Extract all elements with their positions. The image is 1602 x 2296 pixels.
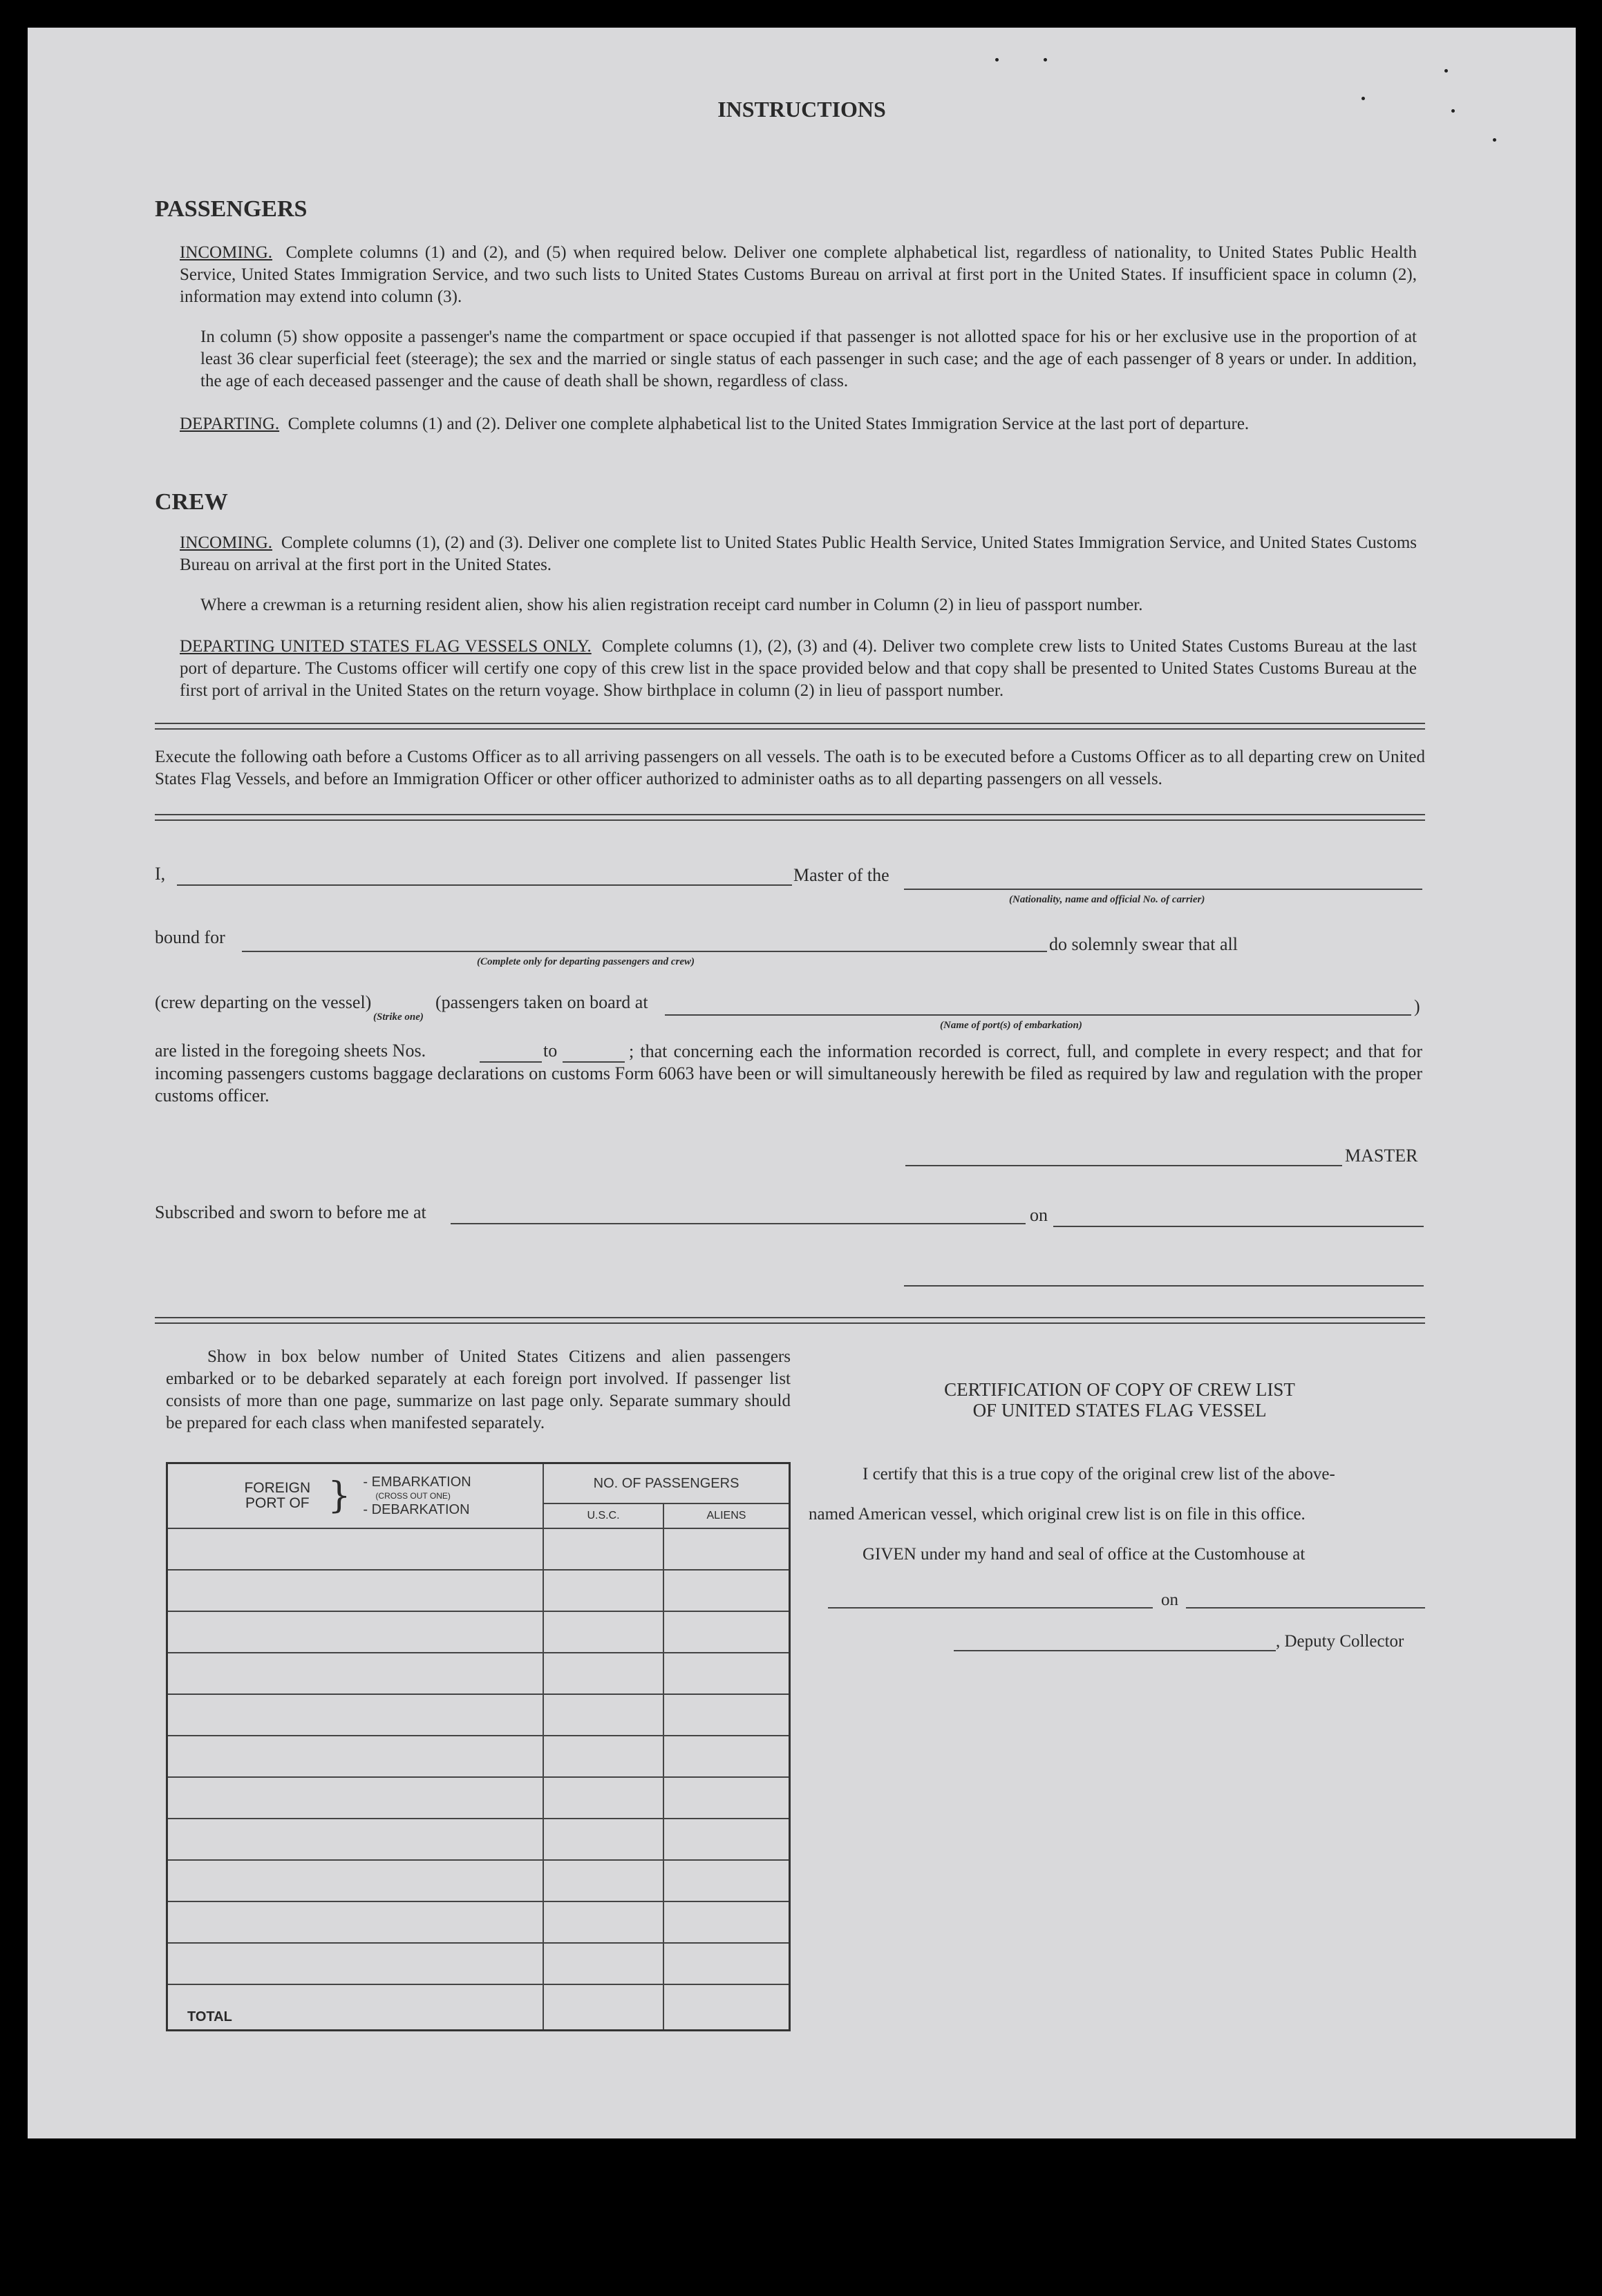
oath-bound-for: bound for: [155, 927, 225, 947]
passengers-column5-text: In column (5) show opposite a passenger's name the compartment or space occupied if that passenger is not allotted space for his or her exclusive use in the proportion of at least 36 clear superficial feet (steerage); the sex and the married or single status of each passenger in such case; and the age of each passenger of 8 years or under. In addition, the age of each deceased passenger and the cause of death shall be shown, regardless of class.: [200, 328, 1417, 390]
certification-on: on: [1161, 1591, 1178, 1609]
port-cell[interactable]: [167, 1943, 544, 1984]
aliens-cell[interactable]: [663, 1943, 790, 1984]
aliens-cell[interactable]: [663, 1777, 790, 1819]
form-page: [28, 28, 1576, 2138]
table-row: [167, 1528, 790, 1570]
scan-speck: [1451, 109, 1455, 113]
oath-listed-prefix: are listed in the foregoing sheets Nos.: [155, 1041, 426, 1061]
crew-incoming-text: Complete columns (1), (2) and (3). Deliver one complete list to United States Public Health Service, United States Immigration Service, and United States Customs Bureau on arrival at the first port in the United States.: [180, 533, 1417, 574]
certification-line3: GIVEN under my hand and seal of office at the Customhouse at: [863, 1545, 1306, 1564]
total-row: [167, 1984, 790, 2031]
oath-listed-text: ; that concerning each the information recorded is correct, full, and complete in every respect; and that for incoming passengers customs baggage declarations on customs Form 6063 have been or will simultaneously herewith be filed as required by law and regulation with the proper customs officer.: [155, 1041, 1422, 1106]
crew-departing-label: DEPARTING UNITED STATES FLAG VESSELS ONLY.: [180, 637, 592, 656]
aliens-cell[interactable]: [663, 1570, 790, 1611]
oath-to: to: [543, 1041, 558, 1061]
usc-cell[interactable]: [543, 1819, 663, 1860]
ports-field[interactable]: [665, 1014, 1411, 1016]
usc-cell[interactable]: [543, 1777, 663, 1819]
oath-close-paren: ): [1414, 996, 1420, 1016]
certification-title-line2: OF UNITED STATES FLAG VESSEL: [972, 1400, 1267, 1421]
port-cell[interactable]: [167, 1819, 544, 1860]
certification-deputy: , Deputy Collector: [1276, 1632, 1404, 1651]
aliens-cell[interactable]: [663, 1819, 790, 1860]
sworn-place-field[interactable]: [451, 1223, 1026, 1224]
usc-cell[interactable]: [543, 1860, 663, 1901]
foreign-port-label: FOREIGN PORT OF: [244, 1480, 311, 1511]
usc-cell[interactable]: [543, 1736, 663, 1777]
vessel-field[interactable]: [904, 889, 1422, 890]
port-cell[interactable]: [167, 1736, 544, 1777]
table-row: [167, 1901, 790, 1943]
oath-master-of-the: Master of the: [793, 865, 889, 885]
crew-heading: CREW: [155, 489, 228, 515]
scan-speck: [1361, 97, 1365, 100]
usc-cell[interactable]: [543, 1694, 663, 1736]
port-cell[interactable]: [167, 1528, 544, 1570]
oath-crew-departing: (crew departing on the vessel): [155, 992, 372, 1012]
customhouse-field[interactable]: [828, 1607, 1153, 1609]
certification-title: [829, 1379, 1410, 1421]
scan-speck: [1044, 58, 1047, 61]
oath-passengers-taken: (passengers taken on board at: [435, 992, 648, 1012]
aliens-cell[interactable]: [663, 1860, 790, 1901]
summary-text: Show in box below number of United States Citizens and alien passengers embarked or to be debarked separately at each foreign port involved. If passenger list consists of more than one page, summarize on last page only. Separate summary should be prepared for each class when manifested separately.: [166, 1347, 791, 1432]
bound-for-field[interactable]: [242, 951, 1047, 952]
oath-subscribed: Subscribed and sworn to before me at: [155, 1202, 426, 1222]
passengers-incoming: [180, 242, 1417, 308]
oath-intro: Execute the following oath before a Customs Officer as to all arriving passengers on all vessels. The oath is to be executed before a Customs Officer as to all departing crew on United States Flag Vessels, and before an Immigration Officer or other officer authorized to administer oaths as to all departing passengers on all vessels.: [155, 748, 1425, 788]
table-row: [167, 1860, 790, 1901]
passengers-departing-text: Complete columns (1) and (2). Deliver one complete alphabetical list to the United States Immigration Service at the last port of departure.: [288, 415, 1250, 433]
oath-solemnly: do solemnly swear that all: [1049, 934, 1238, 954]
scan-speck: [995, 58, 999, 61]
total-label: TOTAL: [167, 1984, 544, 2031]
table-row: [167, 1570, 790, 1611]
table-row: [167, 1819, 790, 1860]
certification-date-field[interactable]: [1186, 1607, 1425, 1609]
crew-departing-text: Complete columns (1), (2), (3) and (4). Deliver two complete crew lists to United States Customs Bureau at the last port of departure. The Customs officer will certify one copy of this crew list in the space provided below and that copy shall be presented to United States Customs Bureau at the first port of arrival in the United States on the return voyage. Show birthplace in column (2) in lieu of passport number.: [180, 637, 1417, 700]
scan-speck: [1493, 138, 1496, 142]
aliens-cell[interactable]: [663, 1736, 790, 1777]
port-cell[interactable]: [167, 1777, 544, 1819]
table-row: [167, 1943, 790, 1984]
no-of-passengers-header: NO. OF PASSENGERS: [543, 1463, 789, 1504]
passenger-summary-table: [166, 1462, 791, 2031]
certification-line1: I certify that this is a true copy of the original crew list of the above-: [863, 1465, 1335, 1483]
oath-on: on: [1030, 1205, 1048, 1225]
usc-cell[interactable]: [543, 1653, 663, 1694]
usc-cell[interactable]: [543, 1943, 663, 1984]
page-title: INSTRUCTIONS: [717, 97, 886, 122]
usc-header: U.S.C.: [543, 1503, 663, 1528]
usc-cell[interactable]: [543, 1570, 663, 1611]
ports-caption: (Name of port(s) of embarkation): [940, 1020, 1082, 1031]
summary-rows: [167, 1528, 790, 2031]
oath-master: MASTER: [1345, 1146, 1418, 1166]
aliens-cell[interactable]: [663, 1528, 790, 1570]
usc-cell[interactable]: [543, 1528, 663, 1570]
port-cell[interactable]: [167, 1901, 544, 1943]
crew-incoming: [180, 532, 1417, 576]
table-row: [167, 1694, 790, 1736]
debarkation-label: - DEBARKATION: [363, 1502, 470, 1517]
passengers-incoming-label: INCOMING.: [180, 243, 273, 262]
passengers-incoming-text: Complete columns (1) and (2), and (5) when required below. Deliver one complete alphabetical list, regardless of nationality, to United States Public Health Service, United States Immigration Service, and two such lists to United States Customs Bureau on arrival at first port in the United States. If insufficient space in column (2), information may extend into column (3).: [180, 243, 1417, 306]
usc-cell[interactable]: [543, 1901, 663, 1943]
crew-crewman-text: Where a crewman is a returning resident alien, show his alien registration receipt card number in Column (2) in lieu of passport number.: [200, 596, 1143, 614]
port-cell[interactable]: [167, 1570, 544, 1611]
complete-caption: (Complete only for departing passengers and crew): [477, 956, 695, 967]
double-rule: [155, 1317, 1425, 1324]
oath-i-label: I,: [155, 864, 166, 884]
table-row: [167, 1777, 790, 1819]
usc-cell[interactable]: [543, 1611, 663, 1653]
certification-line2: named American vessel, which original crew list is on file in this office.: [809, 1505, 1306, 1524]
foreign-port-header: [167, 1463, 544, 1529]
scan-speck: [1444, 69, 1448, 73]
cross-out-label: (CROSS OUT ONE): [375, 1491, 451, 1501]
strike-one-caption: (Strike one): [373, 1012, 424, 1023]
port-cell[interactable]: [167, 1611, 544, 1653]
aliens-cell[interactable]: [663, 1901, 790, 1943]
embarkation-label: - EMBARKATION: [363, 1474, 471, 1490]
aliens-cell[interactable]: [663, 1694, 790, 1736]
nationality-caption: (Nationality, name and official No. of carrier): [1009, 894, 1205, 905]
double-rule: [155, 723, 1425, 730]
sworn-date-field[interactable]: [1053, 1226, 1424, 1227]
port-cell[interactable]: [167, 1860, 544, 1901]
aliens-header: ALIENS: [663, 1503, 790, 1528]
port-cell[interactable]: [167, 1653, 544, 1694]
crew-departing: [180, 636, 1417, 702]
passengers-departing: [180, 413, 1417, 435]
crew-incoming-label: INCOMING.: [180, 533, 273, 552]
officer-signature-field[interactable]: [904, 1285, 1424, 1287]
port-cell[interactable]: [167, 1694, 544, 1736]
master-name-field[interactable]: [177, 884, 792, 886]
aliens-cell[interactable]: [663, 1611, 790, 1653]
table-row: [167, 1736, 790, 1777]
aliens-cell[interactable]: [663, 1653, 790, 1694]
master-signature-field[interactable]: [905, 1165, 1342, 1166]
passengers-heading: PASSENGERS: [155, 196, 308, 222]
passengers-departing-label: DEPARTING.: [180, 415, 280, 433]
certification-title-line1: CERTIFICATION OF COPY OF CREW LIST: [944, 1379, 1295, 1400]
double-rule: [155, 814, 1425, 821]
usc-total-cell[interactable]: [543, 1984, 663, 2031]
aliens-total-cell[interactable]: [663, 1984, 790, 2031]
table-row: [167, 1653, 790, 1694]
table-row: [167, 1611, 790, 1653]
deputy-signature-field[interactable]: [954, 1650, 1276, 1651]
brace: }: [328, 1475, 351, 1517]
